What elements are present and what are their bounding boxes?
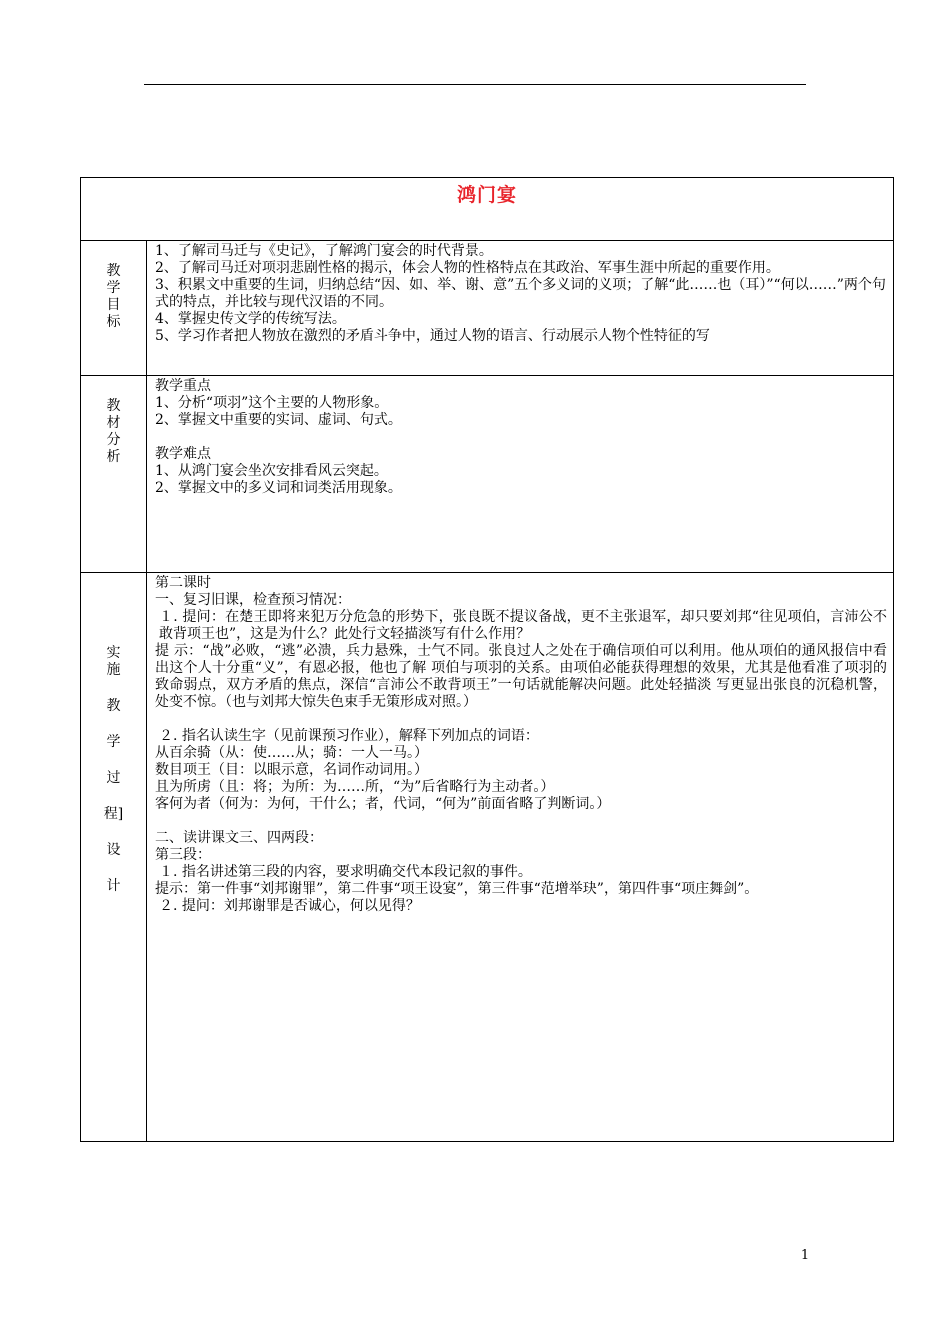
goal-item: 4、掌握史传文学的传统写法。 <box>155 311 346 327</box>
teaching-goals-row <box>81 241 894 376</box>
vocab-item: 从百余骑（从：使……从；骑：一人一马。） <box>155 745 428 761</box>
lesson-session: 第二课时 <box>155 575 211 591</box>
material-analysis-label: 教 材 分 析 <box>106 398 121 465</box>
paragraph-3-heading: 第三段： <box>155 847 211 863</box>
goal-item: 3、积累文中重要的生词，归纳总结“因、如、举、谢、意”五个多义词的义项；了解“此……也（耳）”“何以……”两个句式的特点，并比较与现代汉语的不同。 <box>155 277 886 310</box>
key-points-heading: 教学重点 <box>155 378 211 394</box>
teaching-process-content <box>147 573 893 917</box>
teaching-process-label: 实 施 教 学 过 程] 设 计 <box>103 645 124 894</box>
question-3: １. 指名讲述第三段的内容，要求明确交代本段记叙的事件。 <box>159 864 532 880</box>
title-row <box>81 178 894 241</box>
question-4: ２. 提问：刘邦谢罪是否诚心，何以见得？ <box>159 898 420 914</box>
goal-item: 5、学习作者把人物放在激烈的矛盾斗争中，通过人物的语言、行动展示人物个性特征的写 <box>155 328 710 344</box>
review-heading: 一、复习旧课，检查预习情况： <box>155 592 351 608</box>
question-1: １. 提问：在楚王即将来犯万分危急的形势下，张良既不提议备战，更不主张退军，却只要刘邦“往见项伯，言沛公不敢背项王也”，这是为什么？此处行文轻描淡写有什么作用？ <box>159 609 887 642</box>
vocab-item: 数目项王（目：以眼示意，名词作动词用。） <box>155 762 428 778</box>
material-analysis-row <box>81 376 894 573</box>
teaching-process-row <box>81 573 894 1142</box>
difficult-points-heading: 教学难点 <box>155 446 211 462</box>
difficult-point-item: 2、掌握文中的多义词和词类活用现象。 <box>155 480 402 496</box>
teaching-goals-label: 教 学 目 标 <box>106 263 121 330</box>
material-analysis-content <box>147 376 893 499</box>
lesson-plan-table <box>80 177 894 1142</box>
key-point-item: 2、掌握文中重要的实词、虚词、句式。 <box>155 412 402 428</box>
vocab-item: 客何为者（何为：为何，干什么；者，代词，“何为”前面省略了判断词。） <box>155 796 611 812</box>
key-point-item: 1、分析“项羽”这个主要的人物形象。 <box>155 395 389 411</box>
question-2: ２. 指名认读生字（见前课预习作业），解释下列加点的词语： <box>159 728 539 744</box>
lesson-title: 鸿门宴 <box>456 184 517 206</box>
vocab-item: 且为所虏（且：将；为所：为……所，“为”后省略行为主动者。） <box>155 779 555 795</box>
goal-item: 1、了解司马迁与《史记》，了解鸿门宴会的时代背景。 <box>155 243 493 259</box>
teaching-goals-content <box>147 241 893 347</box>
goal-item: 2、了解司马迁对项羽悲剧性格的揭示，体会人物的性格特点在其政治、军事生涯中所起的重要作用。 <box>155 260 780 276</box>
header-rule <box>144 84 806 85</box>
difficult-point-item: 1、从鸿门宴会坐次安排看风云突起。 <box>155 463 388 479</box>
hint-1: 提 示：“战”必败，“逃”必溃，兵力悬殊，士气不同。张良过人之处在于确信项伯可以利用。他从项伯的通风报信中看出这个人十分重“义”，有恩必报，他也了解 项伯与项羽的关系。由项伯必能获得理想的效果，尤其是他看准了项羽的致命弱点，双方矛盾的焦点，深信“言沛公不敢背项王”一句话就能解决问题。此处轻描淡 写更显出张良的沉稳机警，处变不惊。（也与刘邦大惊失色束手无策形成对照。） <box>155 643 887 710</box>
hint-3: 提示：第一件事“刘邦谢罪”，第二件事“项王设宴”，第三件事“范增举玦”，第四件事“项庄舞剑”。 <box>155 881 759 897</box>
reading-heading: 二、读讲课文三、四两段： <box>155 830 323 846</box>
page-number: 1 <box>800 1248 810 1263</box>
